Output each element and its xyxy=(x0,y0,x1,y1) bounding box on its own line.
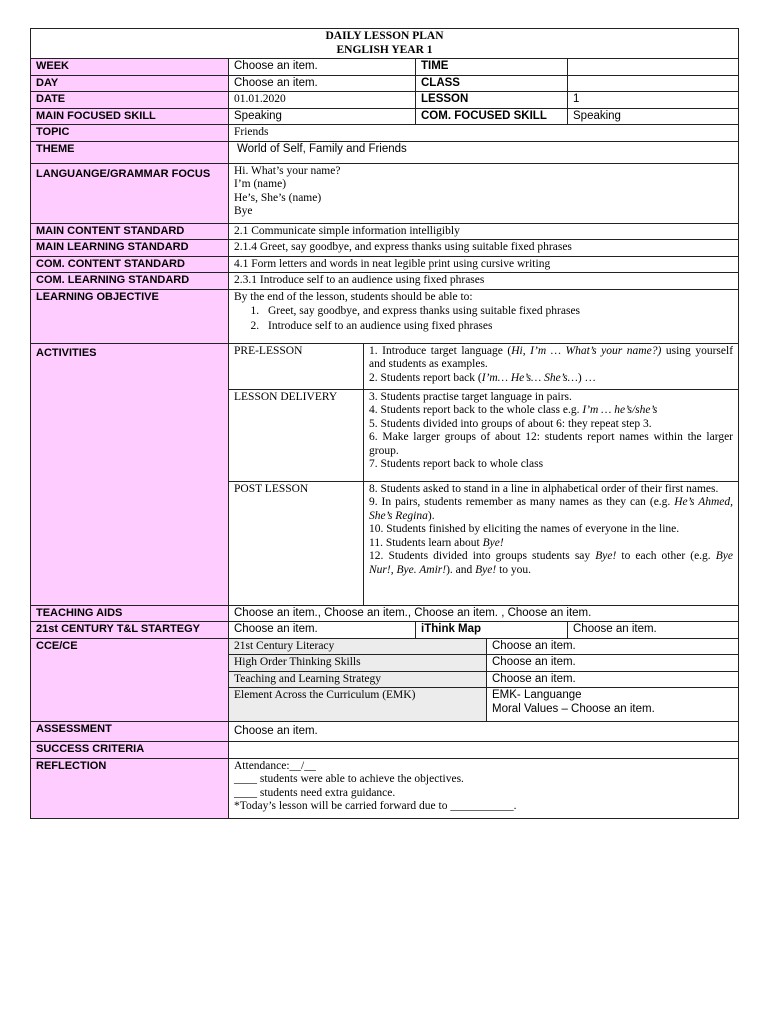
focus-line: I’m (name) xyxy=(234,178,287,190)
mcs-value[interactable]: 2.1 Communicate simple information intelligibly xyxy=(229,223,739,240)
delivery-line: 4. Students report back to the whole class e.g. I’m … he’s/she’s xyxy=(369,404,658,416)
header-row xyxy=(31,29,739,59)
cce-item-select[interactable]: Choose an item. xyxy=(487,655,739,672)
class-value[interactable] xyxy=(568,75,739,92)
focus-line: Hi. What’s your name? xyxy=(234,164,341,177)
assessment-label: ASSESSMENT xyxy=(31,722,229,742)
focus-row xyxy=(31,163,739,223)
lesson-plan-table xyxy=(30,28,739,819)
delivery-line: 7. Students report back to whole class xyxy=(369,458,544,470)
objective-item: 2. Introduce self to an audience using fixed phrases xyxy=(262,319,733,334)
lesson-label: LESSON xyxy=(416,92,568,109)
cce-row-1 xyxy=(31,638,739,655)
focus-label: LANGUANGE/GRAMMAR FOCUS xyxy=(31,163,229,223)
cce-item-name: Element Across the Curriculum (EMK) xyxy=(229,688,487,722)
reflection-value[interactable] xyxy=(229,758,739,818)
mcs-label: MAIN CONTENT STANDARD xyxy=(31,223,229,240)
day-row xyxy=(31,75,739,92)
theme-value[interactable]: World of Self, Family and Friends xyxy=(229,141,739,163)
day-label: DAY xyxy=(31,75,229,92)
objective-item: 1. Greet, say goodbye, and express thanks using suitable fixed phrases xyxy=(262,304,733,319)
header-title: DAILY LESSON PLAN xyxy=(325,30,444,42)
objective-list xyxy=(234,304,733,334)
ccs-value[interactable]: 4.1 Form letters and words in neat legible print using cursive writing xyxy=(229,256,739,273)
date-label: DATE xyxy=(31,92,229,109)
century-select[interactable]: Choose an item. xyxy=(229,622,416,639)
focus-line: Bye xyxy=(234,205,253,217)
date-row xyxy=(31,92,739,109)
com-skill-label: COM. FOCUSED SKILL xyxy=(416,108,568,125)
date-value[interactable]: 01.01.2020 xyxy=(229,92,416,109)
delivery-line: 3. Students practise target language in pairs. xyxy=(369,390,572,403)
reflection-line: *Today’s lesson will be carried forward due to ___________. xyxy=(234,800,517,812)
post-line: 9. In pairs, students remember as many names as they can (e.g. He’s Ahmed, She’s Regina). xyxy=(369,496,734,522)
main-skill-value[interactable]: Speaking xyxy=(229,108,416,125)
cls-value[interactable]: 2.3.1 Introduce self to an audience using fixed phrases xyxy=(229,273,739,290)
activities-label: ACTIVITIES xyxy=(31,343,229,605)
objective-value[interactable] xyxy=(229,289,739,343)
post-line: 8. Students asked to stand in a line in alphabetical order of their first names. xyxy=(369,482,719,495)
moral-values[interactable]: Moral Values – Choose an item. xyxy=(492,702,655,715)
main-skill-label: MAIN FOCUSED SKILL xyxy=(31,108,229,125)
delivery-line: 6. Make larger groups of about 12: students report names within the larger group. xyxy=(369,431,734,457)
topic-label: TOPIC xyxy=(31,125,229,142)
objective-label: LEARNING OBJECTIVE xyxy=(31,289,229,343)
reflection-line: Attendance:__/__ xyxy=(234,759,316,772)
reflection-line: ____ students need extra guidance. xyxy=(234,786,396,799)
topic-value[interactable]: Friends xyxy=(229,125,739,142)
assessment-select[interactable]: Choose an item. xyxy=(229,722,739,742)
cce-item-name: 21st Century Literacy xyxy=(229,638,487,655)
ithink-map: iThink Map xyxy=(416,622,568,639)
theme-row xyxy=(31,141,739,163)
topic-row xyxy=(31,125,739,142)
focus-value[interactable] xyxy=(229,163,739,223)
mls-row xyxy=(31,240,739,257)
century-select-2[interactable]: Choose an item. xyxy=(568,622,739,639)
mls-value[interactable]: 2.1.4 Greet, say goodbye, and express thanks using suitable fixed phrases xyxy=(229,240,739,257)
pre-lesson-label: PRE-LESSON xyxy=(229,343,364,389)
pre-lesson-content[interactable]: 1. Introduce target language (Hi, I’m … What’s your name?) using yourself and students as examples. 2. Students report back (I’m… He’s… She’s…) … xyxy=(364,343,739,389)
week-label: WEEK xyxy=(31,59,229,76)
plan-header xyxy=(31,29,739,59)
time-value[interactable] xyxy=(568,59,739,76)
week-select[interactable]: Choose an item. xyxy=(229,59,416,76)
lesson-value[interactable]: 1 xyxy=(568,92,739,109)
aids-value[interactable]: Choose an item., Choose an item., Choose an item. , Choose an item. xyxy=(229,605,739,622)
cce-item-name: High Order Thinking Skills xyxy=(229,655,487,672)
ccs-row xyxy=(31,256,739,273)
post-line: 11. Students learn about Bye! xyxy=(369,536,504,549)
week-row xyxy=(31,59,739,76)
cce-item-name: Teaching and Learning Strategy xyxy=(229,671,487,688)
theme-label: THEME xyxy=(31,141,229,163)
cce-item-select[interactable]: Choose an item. xyxy=(487,671,739,688)
mcs-row xyxy=(31,223,739,240)
delivery-line: 5. Students divided into groups of about 6: they repeat step 3. xyxy=(369,417,652,430)
post-lesson-label: POST LESSON xyxy=(229,481,364,605)
cls-row xyxy=(31,273,739,290)
success-label: SUCCESS CRITERIA xyxy=(31,742,229,759)
cce-item-select[interactable] xyxy=(487,688,739,722)
aids-label: TEACHING AIDS xyxy=(31,605,229,622)
post-line: 12. Students divided into groups students say Bye! to each other (e.g. Bye Nur!, Bye. Amir!). and Bye! to you. xyxy=(369,550,733,576)
aids-row xyxy=(31,605,739,622)
reflection-line: ____ students were able to achieve the objectives. xyxy=(234,773,464,785)
objective-row xyxy=(31,289,739,343)
day-select[interactable]: Choose an item. xyxy=(229,75,416,92)
class-label: CLASS xyxy=(416,75,568,92)
emk-value: EMK- Languange xyxy=(492,689,582,701)
success-row xyxy=(31,742,739,759)
mls-label: MAIN LEARNING STANDARD xyxy=(31,240,229,257)
reflection-row xyxy=(31,758,739,818)
post-line: 10. Students finished by eliciting the names of everyone in the line. xyxy=(369,523,680,535)
cce-item-select[interactable]: Choose an item. xyxy=(487,638,739,655)
success-value[interactable] xyxy=(229,742,739,759)
com-skill-value[interactable]: Speaking xyxy=(568,108,739,125)
lesson-delivery-content[interactable] xyxy=(364,389,739,481)
post-lesson-content[interactable] xyxy=(364,481,739,605)
lesson-delivery-label: LESSON DELIVERY xyxy=(229,389,364,481)
focus-line: He’s, She’s (name) xyxy=(234,191,322,204)
century-row xyxy=(31,622,739,639)
activities-pre-row xyxy=(31,343,739,389)
cls-label: COM. LEARNING STANDARD xyxy=(31,273,229,290)
assessment-row xyxy=(31,722,739,742)
objective-intro: By the end of the lesson, students should be able to: xyxy=(234,290,473,303)
cce-label: CCE/CE xyxy=(31,638,229,722)
skill-row xyxy=(31,108,739,125)
reflection-label: REFLECTION xyxy=(31,758,229,818)
century-label: 21st CENTURY T&L STARTEGY xyxy=(31,622,229,639)
ccs-label: COM. CONTENT STANDARD xyxy=(31,256,229,273)
time-label: TIME xyxy=(416,59,568,76)
header-subtitle: ENGLISH YEAR 1 xyxy=(336,43,433,56)
